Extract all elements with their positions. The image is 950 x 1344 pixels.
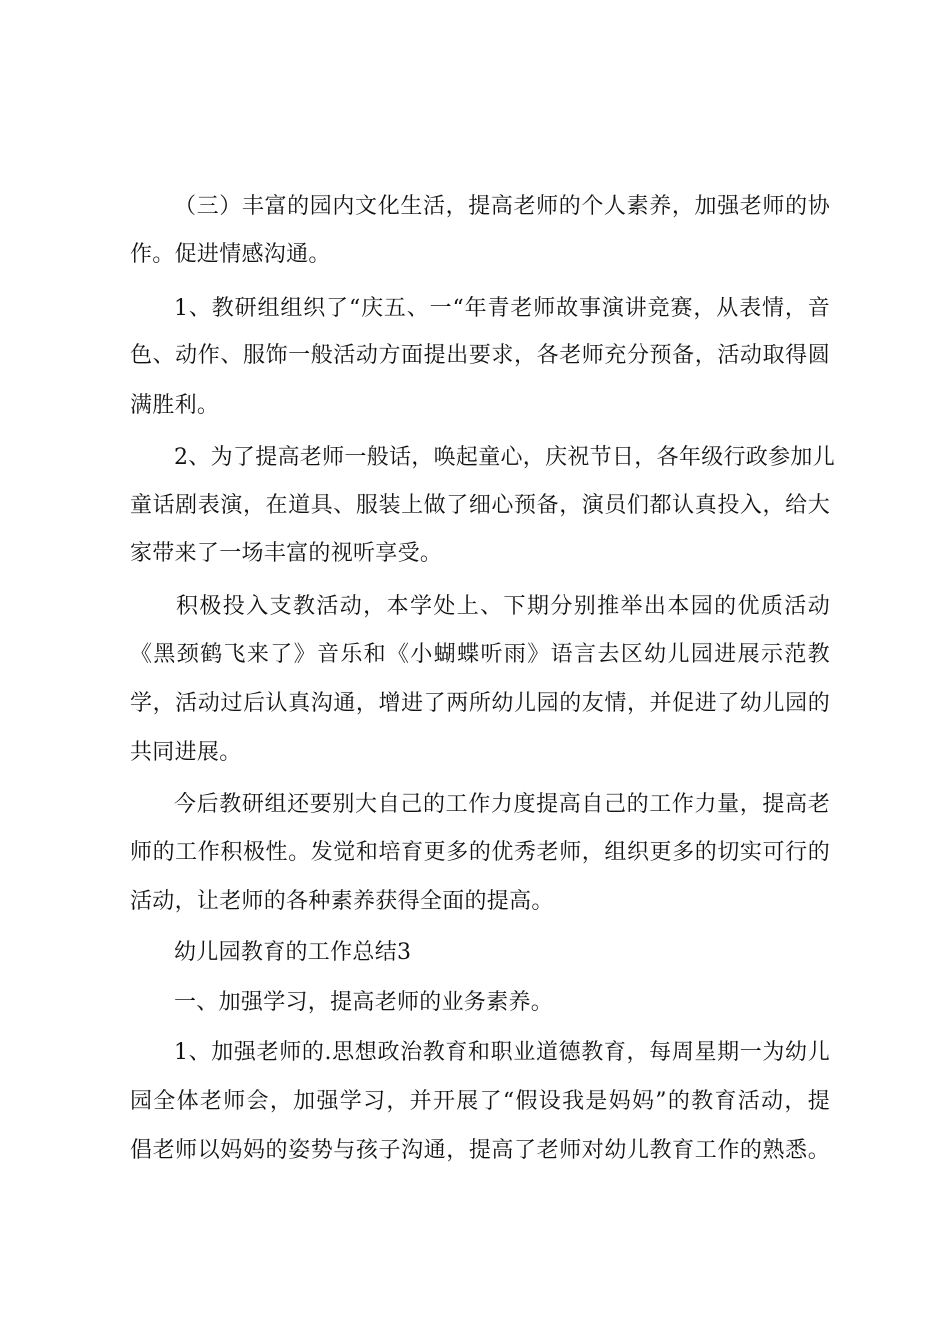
paragraph-3-line-1: 2、为了提高老师一般话，唤起童心，庆祝节日，各年级行政参加儿 bbox=[174, 445, 835, 470]
paragraph-3-line-2: 童话剧表演，在道具、服装上做了细心预备，演员们都认真投入，给大 bbox=[130, 493, 830, 518]
paragraph-1-line-1: （三）丰富的园内文化生活，提高老师的个人素养，加强老师的协 bbox=[174, 194, 830, 219]
paragraph-5-line-3: 活动，让老师的各种素养获得全面的提高。 bbox=[130, 889, 554, 914]
paragraph-4-line-1: 积极投入支教活动，本学处上、下期分别推举出本园的优质活动 bbox=[176, 594, 830, 619]
paragraph-4-line-2: 《黑颈鹤飞来了》音乐和《小蝴蝶听雨》语言去区幼儿园进展示范教 bbox=[130, 642, 830, 667]
paragraph-8-line-3: 倡老师以妈妈的姿势与孩子沟通，提高了老师对幼儿教育工作的熟悉。 bbox=[130, 1138, 830, 1163]
paragraph-8-line-2: 园全体老师会，加强学习，并开展了“假设我是妈妈”的教育活动，提 bbox=[130, 1089, 830, 1114]
paragraph-4-line-4: 共同进展。 bbox=[130, 740, 242, 765]
paragraph-1-line-2: 作。促进情感沟通。 bbox=[130, 242, 331, 267]
paragraph-5-line-2: 师的工作积极性。发觉和培育更多的优秀老师，组织更多的切实可行的 bbox=[130, 840, 830, 865]
paragraph-4-line-3: 学，活动过后认真沟通，增进了两所幼儿园的友情，并促进了幼儿园的 bbox=[130, 691, 830, 716]
section-heading: 幼儿园教育的工作总结3 bbox=[174, 940, 412, 965]
paragraph-5-line-1: 今后教研组还要别大自己的工作力度提高自己的工作力量，提高老 bbox=[174, 792, 830, 817]
paragraph-2-line-1: 1、教研组组织了“庆五、一“年青老师故事演讲竞赛，从表情，音 bbox=[174, 296, 830, 321]
paragraph-2-line-2: 色、动作、服饰一般活动方面提出要求，各老师充分预备，活动取得圆 bbox=[130, 343, 830, 368]
paragraph-2-line-3: 满胜利。 bbox=[130, 393, 220, 418]
subsection-heading: 一、加强学习，提高老师的业务素养。 bbox=[174, 990, 554, 1015]
paragraph-3-line-3: 家带来了一场丰富的视听享受。 bbox=[130, 541, 443, 566]
paragraph-8-line-1: 1、加强老师的.思想政治教育和职业道德教育，每周星期一为幼儿 bbox=[174, 1040, 830, 1065]
